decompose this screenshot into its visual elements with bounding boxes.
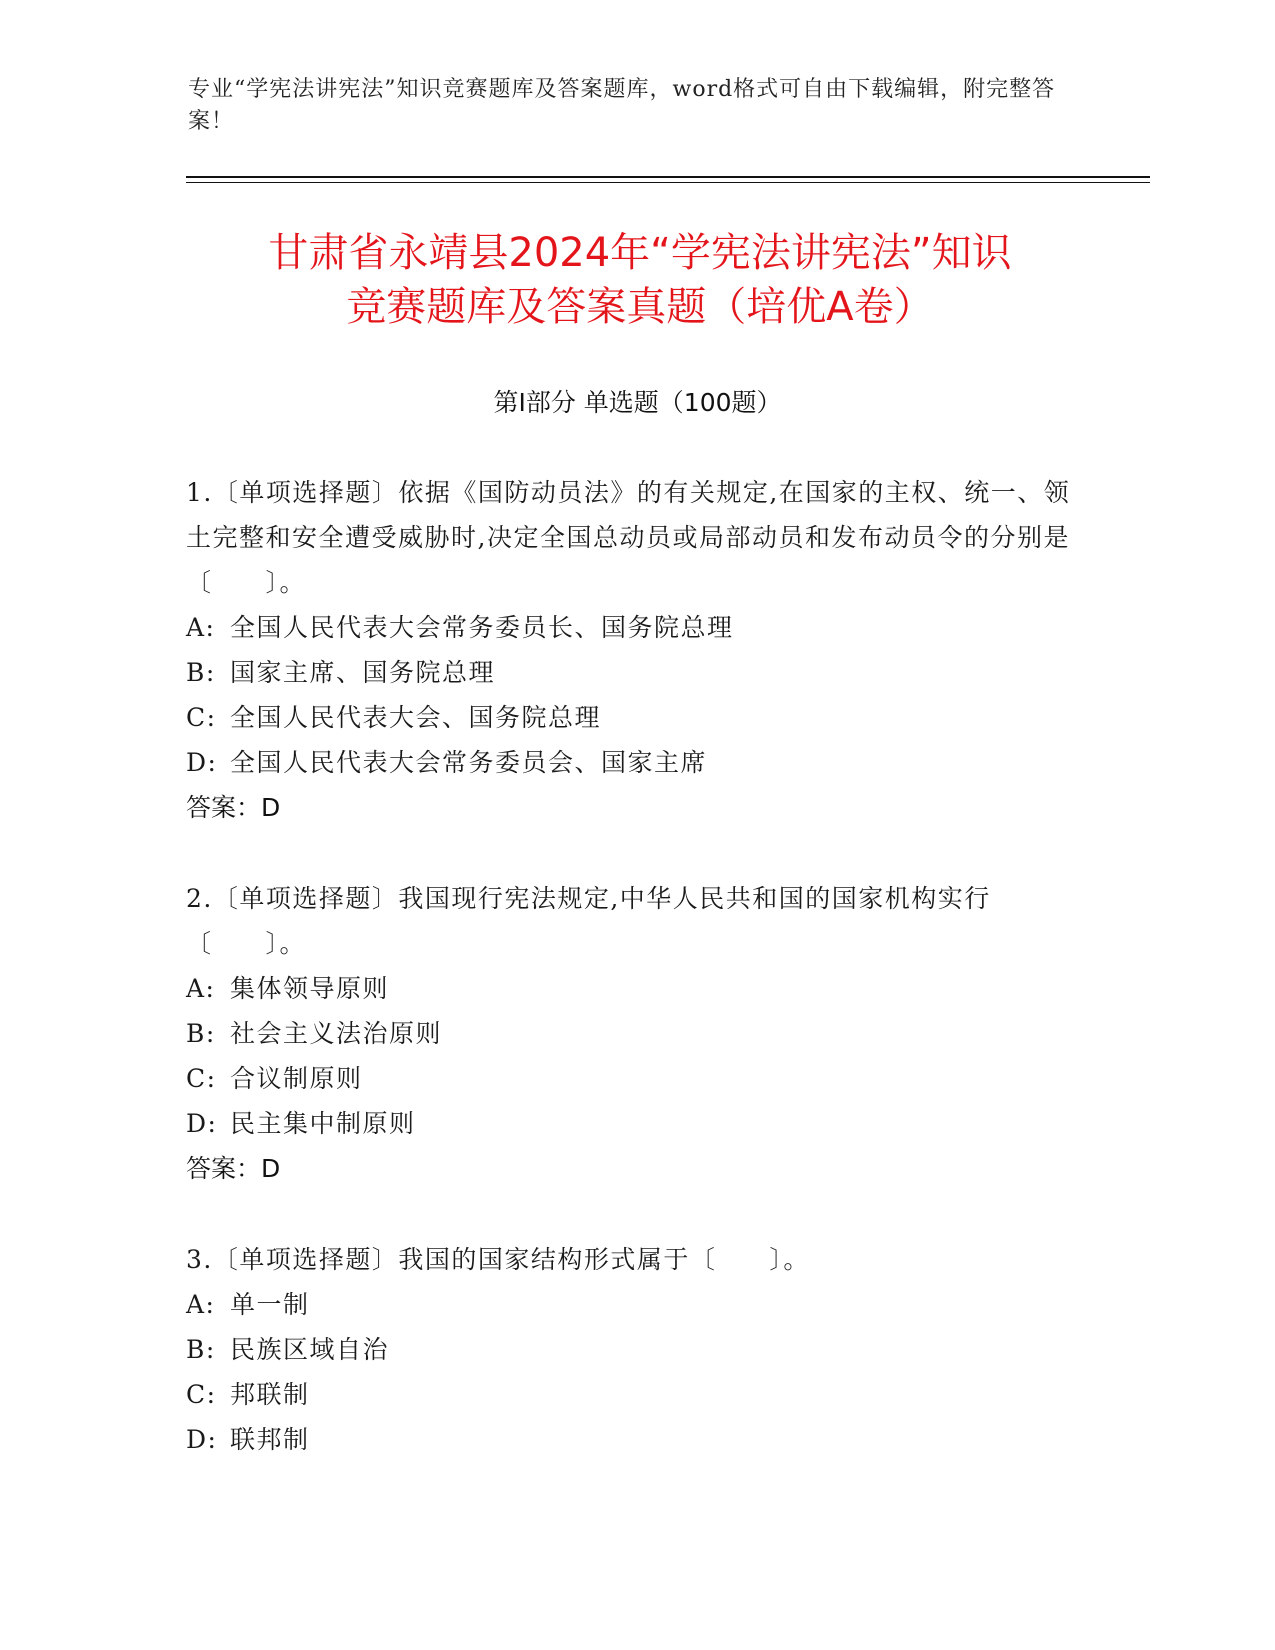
- option-text: 社会主义法治原则: [230, 1019, 443, 1048]
- option-key: A:: [186, 613, 216, 642]
- option-a: [186, 1282, 1086, 1327]
- option-key: A:: [186, 1290, 216, 1319]
- option-key: C:: [186, 703, 217, 732]
- option-d: [186, 1101, 1086, 1146]
- document-title: [150, 226, 1130, 334]
- question-3: [186, 1237, 1086, 1462]
- option-key: C:: [186, 1064, 217, 1093]
- question-answer: 答案：D: [186, 1154, 281, 1183]
- question-2: [186, 876, 1086, 1191]
- option-d: [186, 1417, 1086, 1462]
- option-text: 集体领导原则: [230, 974, 390, 1003]
- header-note: 专业“学宪法讲宪法”知识竞赛题库及答案题库，word格式可自由下载编辑，附完整答案！: [188, 77, 1056, 134]
- option-text: 国家主席、国务院总理: [230, 658, 496, 687]
- option-key: D:: [186, 748, 218, 777]
- option-c: [186, 1056, 1086, 1101]
- option-text: 全国人民代表大会常务委员长、国务院总理: [230, 613, 734, 642]
- header-rule-thick: [186, 176, 1150, 178]
- question-stem: 3.〔单项选择题〕我国的国家结构形式属于〔 〕。: [186, 1245, 810, 1274]
- option-b: [186, 650, 1086, 695]
- question-stem: 2.〔单项选择题〕我国现行宪法规定,中华人民共和国的国家机构实行〔 〕。: [186, 884, 991, 958]
- option-a: [186, 966, 1086, 1011]
- option-key: A:: [186, 974, 216, 1003]
- question-1: [186, 470, 1086, 830]
- option-text: 全国人民代表大会常务委员会、国家主席: [230, 748, 708, 777]
- question-stem: 1.〔单项选择题〕依据《国防动员法》的有关规定,在国家的主权、统一、领土完整和安全遭受威胁时,决定全国总动员或局部动员和发布动员令的分别是〔 〕。: [186, 478, 1071, 597]
- question-answer: 答案：D: [186, 793, 281, 822]
- option-d: [186, 740, 1086, 785]
- header-rule-thin: [186, 182, 1150, 183]
- option-key: B:: [186, 1335, 216, 1364]
- option-text: 合议制原则: [230, 1064, 363, 1093]
- option-c: [186, 1372, 1086, 1417]
- option-b: [186, 1327, 1086, 1372]
- section-title: 第Ⅰ部分 单选题（100题）: [493, 388, 782, 417]
- option-text: 单一制: [230, 1290, 310, 1319]
- option-text: 联邦制: [230, 1425, 310, 1454]
- option-key: B:: [186, 1019, 216, 1048]
- option-text: 全国人民代表大会、国务院总理: [230, 703, 602, 732]
- option-key: D:: [186, 1109, 218, 1138]
- option-c: [186, 695, 1086, 740]
- option-text: 民主集中制原则: [230, 1109, 416, 1138]
- option-text: 邦联制: [230, 1380, 310, 1409]
- option-b: [186, 1011, 1086, 1056]
- option-a: [186, 605, 1086, 650]
- document-title-line-1: 甘肃省永靖县2024年“学宪法讲宪法”知识: [268, 230, 1012, 276]
- option-text: 民族区域自治: [230, 1335, 390, 1364]
- option-key: D:: [186, 1425, 218, 1454]
- option-key: B:: [186, 658, 216, 687]
- document-title-line-2: 竞赛题库及答案真题（培优A卷）: [346, 284, 934, 330]
- question-list: [186, 470, 1086, 1508]
- option-key: C:: [186, 1380, 217, 1409]
